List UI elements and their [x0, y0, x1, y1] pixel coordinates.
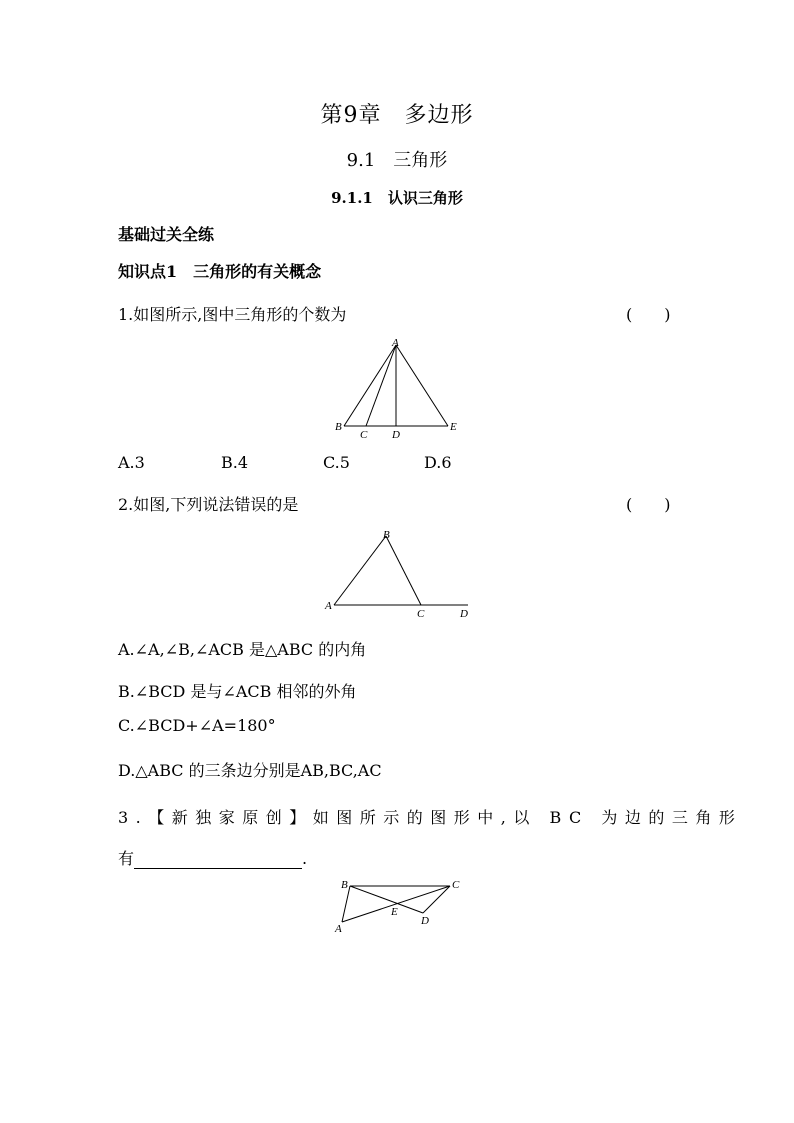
knowledge-point-heading: 知识点1 三角形的有关概念 [118, 262, 322, 281]
q1-option-d[interactable]: D.6 [424, 453, 452, 472]
q2-label-b: B [383, 529, 390, 541]
q1-answer-paren: ( ) [626, 305, 671, 324]
q2-answer-paren: ( ) [626, 495, 671, 514]
q2-option-b[interactable]: B.∠BCD 是与∠ACB 相邻的外角 [118, 682, 357, 701]
q2-figure [320, 526, 480, 622]
q1-label-b: B [335, 421, 342, 433]
q1-segment-ae [396, 345, 448, 426]
q3-answer-blank[interactable] [134, 852, 302, 869]
q1-option-c[interactable]: C.5 [323, 453, 350, 472]
q1-option-a[interactable]: A.3 [118, 453, 145, 472]
q3-stem-line2 [118, 846, 307, 869]
q2-label-c: C [417, 608, 425, 620]
q3-figure [330, 874, 470, 936]
q2-segment-ab [334, 536, 386, 605]
q2-label-d: D [460, 608, 468, 620]
q3-stem-suffix: . [302, 849, 308, 868]
q2-option-d[interactable]: D.△ABC 的三条边分别是AB,BC,AC [118, 761, 382, 780]
q2-option-c[interactable]: C.∠BCD+∠A=180° [118, 716, 276, 735]
q1-option-b[interactable]: B.4 [221, 453, 249, 472]
section-title: 9.1 三角形 [346, 150, 448, 171]
q3-label-e: E [391, 906, 398, 918]
q2-stem: 2.如图,下列说法错误的是 [118, 495, 299, 514]
q3-label-b: B [341, 879, 348, 891]
q3-label-a: A [335, 923, 342, 935]
q1-label-d: D [392, 429, 400, 441]
q3-stem-line1: 3.【新独家原创】如图所示的图形中,以 BC 为边的三角形 [118, 808, 743, 827]
q1-stem: 1.如图所示,图中三角形的个数为 [118, 305, 347, 324]
q2-option-a[interactable]: A.∠A,∠B,∠ACB 是△ABC 的内角 [118, 640, 367, 659]
q3-stem-prefix: 有 [118, 849, 135, 868]
q3-segment-ab [342, 886, 350, 922]
subsection-title: 9.1.1 认识三角形 [331, 189, 463, 207]
q3-segment-bd [350, 886, 423, 913]
q1-figure [330, 336, 470, 442]
q1-label-a: A [392, 337, 399, 349]
q2-segment-bc [386, 536, 421, 605]
q1-label-e: E [450, 421, 457, 433]
q3-label-d: D [421, 915, 429, 927]
q3-label-c: C [452, 879, 460, 891]
practice-heading: 基础过关全练 [118, 225, 215, 244]
chapter-title: 第9章 多边形 [320, 103, 474, 128]
q2-label-a: A [325, 600, 332, 612]
q1-label-c: C [360, 429, 368, 441]
